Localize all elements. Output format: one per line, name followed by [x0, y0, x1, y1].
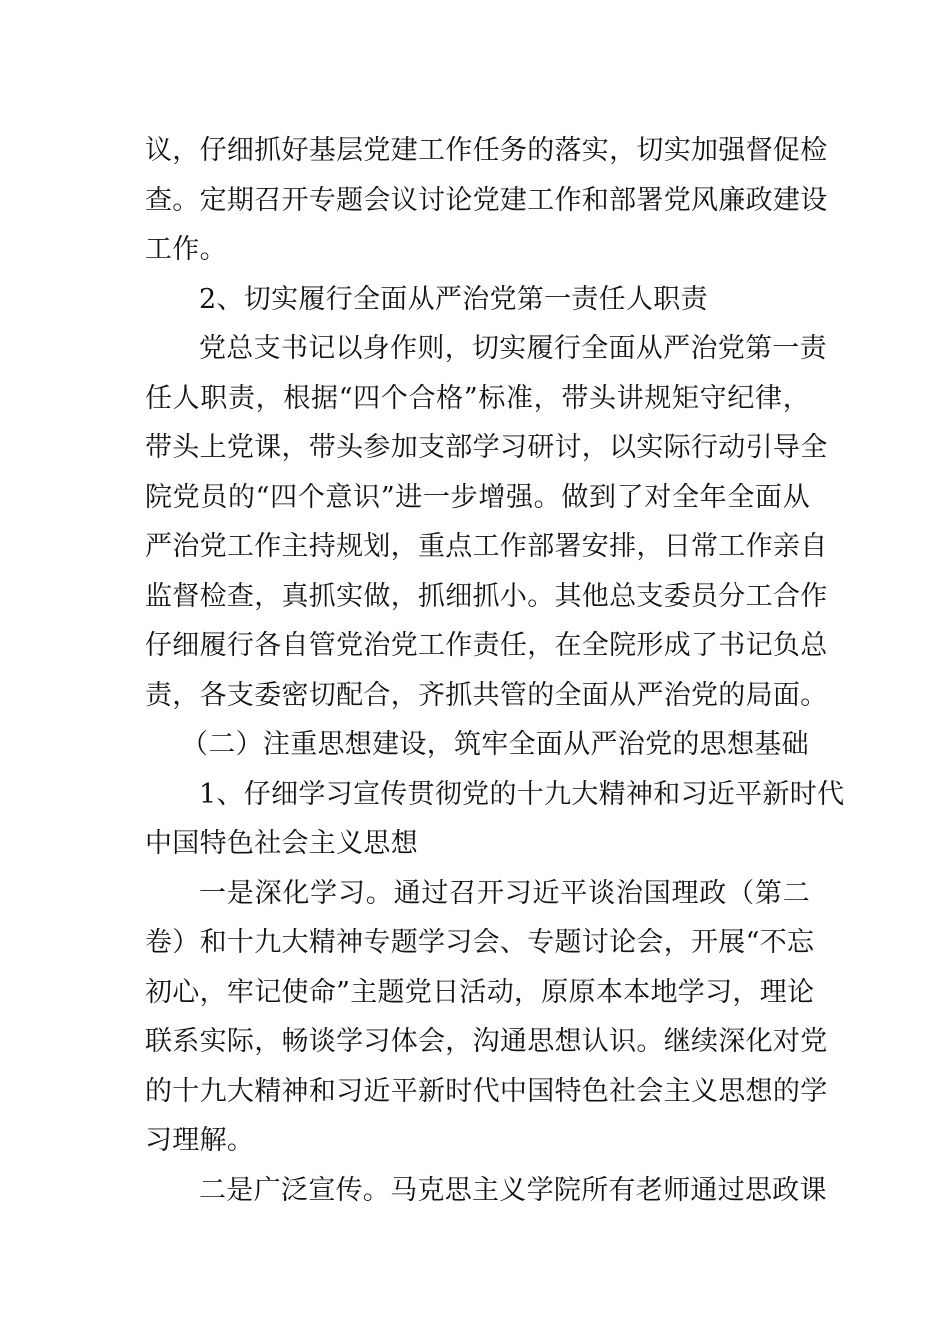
body-line: 查。定期召开专题会议讨论党建工作和部署党风廉政建设	[145, 184, 828, 216]
body-line: 带头上党课，带头参加支部学习研讨，以实际行动引导全	[145, 432, 828, 463]
body-line: 习理解。	[145, 1125, 255, 1156]
body-line: 议，仔细抓好基层党建工作任务的落实，切实加强督促检	[145, 135, 828, 166]
body-line: 党总支书记以身作则，切实履行全面从严治党第一责	[199, 333, 827, 364]
body-line: 责，各支委密切配合，齐抓共管的全面从严治党的局面。	[145, 679, 828, 711]
body-line: 监督检查，真抓实做，抓细抓小。其他总支委员分工合作	[145, 580, 828, 612]
body-line: 任人职责，根据“四个合格”标准，带头讲规矩守纪律，	[145, 382, 810, 414]
body-line: 严治党工作主持规划，重点工作部署安排，日常工作亲自	[145, 531, 828, 562]
subsection-heading: 1、仔细学习宣传贯彻党的十九大精神和习近平新时代	[199, 778, 845, 810]
body-line: 初心，牢记使命”主题党日活动，原原本本地学习，理论	[145, 976, 815, 1008]
document-body	[145, 126, 845, 1215]
body-line: 卷）和十九大精神专题学习会、专题讨论会，开展“不忘	[145, 927, 815, 958]
subsection-heading: 中国特色社会主义思想	[145, 828, 418, 859]
body-line: 联系实际，畅谈学习体会，沟通思想认识。继续深化对党	[145, 1026, 828, 1057]
section-heading: （二）注重思想建设，筑牢全面从严治党的思想基础	[181, 729, 809, 760]
body-line: 仔细履行各自管党治党工作责任，在全院形成了书记负总	[145, 630, 828, 661]
body-line: 工作。	[145, 234, 227, 265]
body-line: 一是深化学习。通过召开习近平谈治国理政（第二	[199, 877, 810, 909]
section-heading: 2、切实履行全面从严治党第一责任人职责	[199, 283, 708, 315]
body-line: 的十九大精神和习近平新时代中国特色社会主义思想的学	[145, 1075, 828, 1107]
body-line: 院党员的“四个意识”进一步增强。做到了对全年全面从	[145, 481, 810, 513]
body-line: 二是广泛宣传。马克思主义学院所有老师通过思政课	[199, 1174, 827, 1206]
